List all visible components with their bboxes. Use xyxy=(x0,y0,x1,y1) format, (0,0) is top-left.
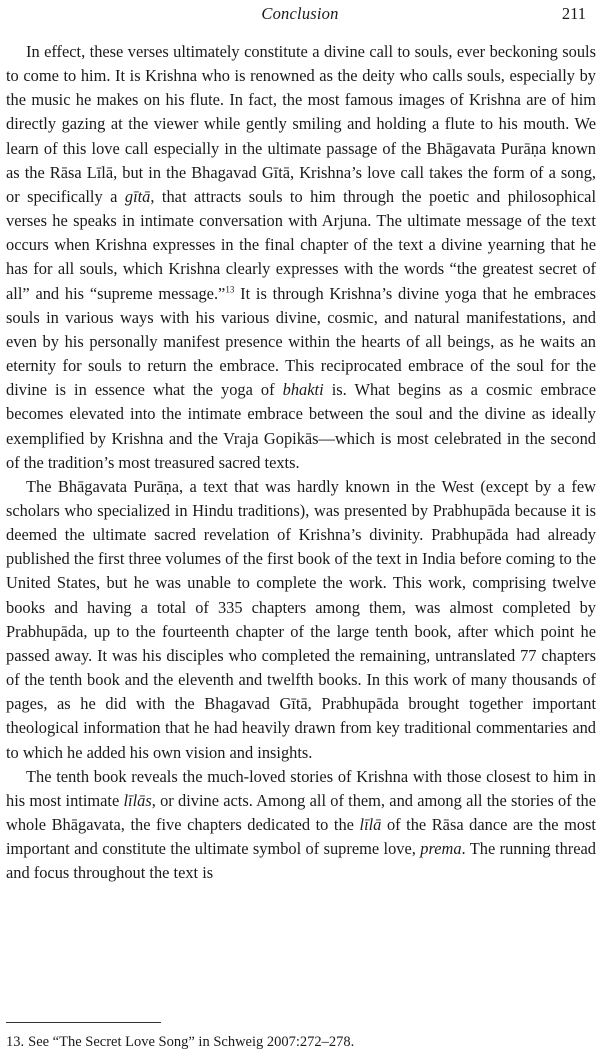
footnote-reference: 13 xyxy=(225,284,235,295)
footnote-text: See “The Secret Love Song” in Schweig 2007:272–278. xyxy=(28,1034,355,1050)
text-run: , that attracts souls to him through the poetic and philosophical verses he speaks in intimate conversation with Arjuna. The ultimate message of the text occurs when Krishna expresses in the final chapter of the text a divine yearning that he has for all souls, which Krishna clearly expresses with the words “the greatest secret of all” and his “supreme message.” xyxy=(6,186,597,303)
italic-term: līlās xyxy=(123,790,152,810)
text-run: , or divine acts. Among all of them, and among all the stories of the whole Bhāgavata, the five chapters dedicated to the xyxy=(6,790,596,834)
italic-term: bhakti xyxy=(282,380,324,400)
footnote-13 xyxy=(6,1032,596,1052)
paragraph xyxy=(6,765,596,886)
italic-term: gītā xyxy=(124,186,151,206)
text-run: The Bhāgavata Purāṇa, a text that was hardly known in the West (except by a few scholars who specialized in Hindu traditions), was presented by Prabhupāda because it is deemed the ultimate sacred revelation of Krishna’s divinity. Prabhupāda had already published the first three volumes of the first book of the text in India before coming to the United States, but he was unable to complete the work. This work, comprising twelve books and having a total of 335 chapters among them, was almost completed by Prabhupāda, up to the fourteenth chapter of the large tenth book, after which point he passed away. It was his disciples who completed the remaining, untranslated 77 chapters of the tenth book and the eleventh and twelfth books. In this work of many thousands of pages, as he did with the Bhagavad Gītā, Prabhupāda brought together important theological information that he had heavily drawn from key traditional commentaries and to which he added his own vision and insights. xyxy=(6,476,596,762)
running-header xyxy=(0,4,600,26)
italic-term: prema xyxy=(420,839,462,859)
italic-term: līlā xyxy=(359,815,382,834)
footnote-number: 13. xyxy=(6,1034,25,1050)
text-run: In effect, these verses ultimately constitute a divine call to souls, ever beckoning souls to come to him. It is Krishna who is renowned as the deity who calls souls, especially by the music he makes on his flute. In fact, the most famous images of Krishna are of him directly gazing at the viewer while gently smiling and holding a flute to his mouth. We learn of this love call especially in the ultimate passage of the Bhāgavata Purāṇa known as the Rāsa Līlā, but in the Bhagavad Gītā, Krishna’s love call takes the form of a song, or specifically a xyxy=(6,42,596,206)
text-run: It is through Krishna’s divine yoga that he embraces souls in various ways with his various divine, cosmic, and natural manifestations, and even by his personally manifest presence within the hearts of all beings, as he waits an eternity for souls to return the embrace. This reciprocated embrace of the soul for the divine is in essence what the yoga of xyxy=(6,283,596,400)
paragraph xyxy=(6,40,596,475)
page-number: 211 xyxy=(561,4,586,23)
text-run: . The running thread and focus throughout the text is xyxy=(6,839,596,883)
footnote-divider xyxy=(6,1022,161,1023)
body-text xyxy=(6,40,596,885)
text-run: is. What begins as a cosmic embrace becomes elevated into the intimate embrace between the soul and the divine as ideally exemplified by Krishna and the Vraja Gopikās—which is most celebrated in the second of the tradition’s most treasured sacred texts. xyxy=(6,380,596,472)
text-run: The tenth book reveals the much-loved stories of Krishna with those closest to him in his most intimate xyxy=(6,766,596,810)
text-run: of the Rāsa dance are the most important and constitute the ultimate symbol of supreme love, xyxy=(6,815,596,859)
paragraph xyxy=(6,475,596,765)
running-title: Conclusion xyxy=(261,4,339,23)
